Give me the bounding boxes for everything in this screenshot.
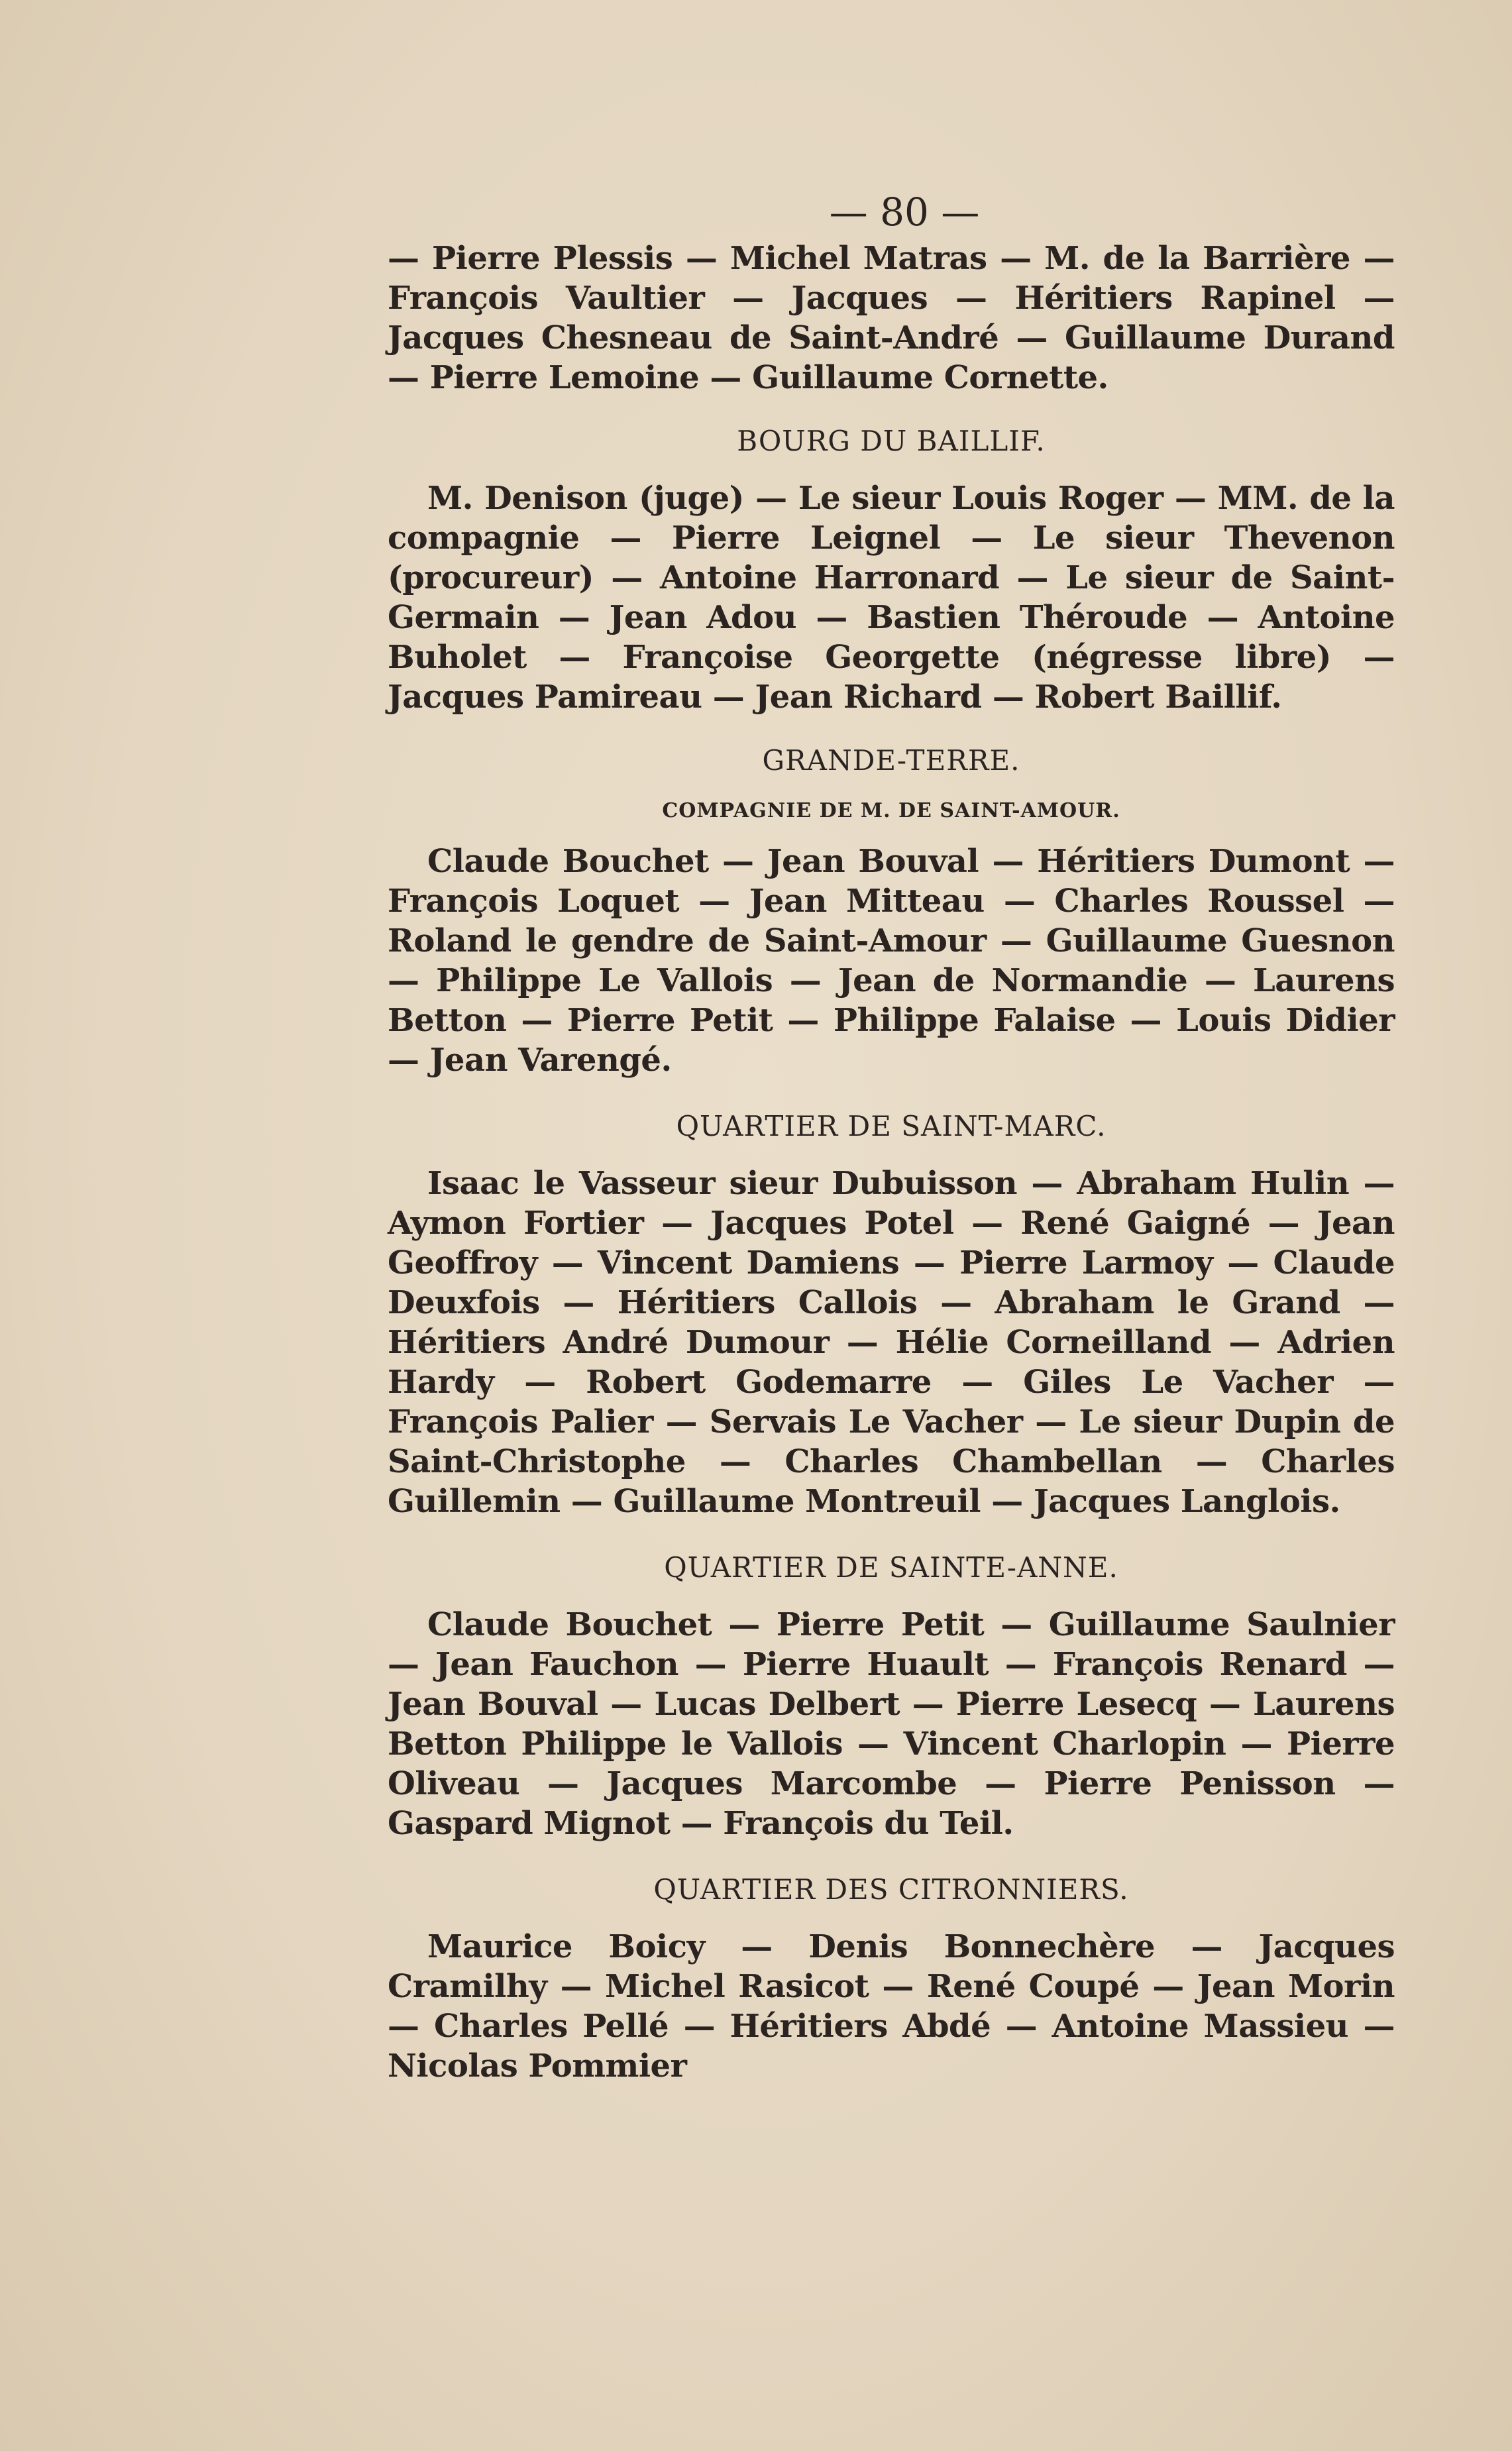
- intro-paragraph: — Pierre Plessis — Michel Matras — M. de la Barrière — François Vaultier — Jacques — Héritiers Rapinel — Jacques Chesneau de Saint-André — Guillaume Durand — Pierre Lemoine — Guillaume Cornette.: [388, 240, 1395, 396]
- page-content: [388, 186, 1395, 2086]
- paragraph-bourg-du-baillif: M. Denison (juge) — Le sieur Louis Roger — MM. de la compagnie — Pierre Leignel — Le sieur Thevenon (procureur) — Antoine Harronard — Le sieur de Saint-Germain — Jean Adou — Bastien Théroude — Antoine Buholet — Françoise Georgette (négresse libre) — Jacques Pamireau — Jean Richard — Robert Baillif.: [388, 480, 1395, 716]
- section-heading-grande-terre: GRANDE-TERRE.: [762, 744, 1020, 777]
- section-heading-citronniers: QUARTIER DES CITRONNIERS.: [653, 1873, 1129, 1906]
- page-number: — 80 —: [829, 190, 980, 235]
- paragraph-grande-terre: Claude Bouchet — Jean Bouval — Héritiers Dumont — François Loquet — Jean Mitteau — Charles Roussel — Roland le gendre de Saint-Amour — Guillaume Guesnon — Philippe Le Vallois — Jean de Normandie — Laurens Betton — Pierre Petit — Philippe Falaise — Louis Didier — Jean Varengé.: [388, 843, 1395, 1079]
- paragraph-citronniers: Maurice Boicy — Denis Bonnechère — Jacques Cramilhy — Michel Rasicot — René Coupé — Jean Morin — Charles Pellé — Héritiers Abdé — Antoine Massieu — Nicolas Pommier: [388, 1928, 1395, 2085]
- paragraph-sainte-anne: Claude Bouchet — Pierre Petit — Guillaume Saulnier — Jean Fauchon — Pierre Huault — François Renard — Jean Bouval — Lucas Delbert — Pierre Lesecq — Laurens Betton Philippe le Vallois — Vincent Charlopin — Pierre Oliveau — Jacques Marcombe — Pierre Penisson — Gaspard Mignot — François du Teil.: [388, 1606, 1395, 1842]
- subheading-compagnie-saint-amour: COMPAGNIE DE M. DE SAINT-AMOUR.: [662, 799, 1120, 822]
- section-heading-bourg-du-baillif: BOURG DU BAILLIF.: [737, 425, 1046, 457]
- section-heading-sainte-anne: QUARTIER DE SAINTE-ANNE.: [664, 1551, 1118, 1584]
- paragraph-saint-marc: Isaac le Vasseur sieur Dubuisson — Abraham Hulin — Aymon Fortier — Jacques Potel — René Gaigné — Jean Geoffroy — Vincent Damiens — Pierre Larmoy — Claude Deuxfois — Héritiers Callois — Abraham le Grand — Héritiers André Dumour — Hélie Corneilland — Adrien Hardy — Robert Godemarre — Giles Le Vacher — François Palier — Servais Le Vacher — Le sieur Dupin de Saint-Christophe — Charles Chambellan — Charles Guillemin — Guillaume Montreuil — Jacques Langlois.: [388, 1165, 1395, 1520]
- section-heading-saint-marc: QUARTIER DE SAINT-MARC.: [676, 1110, 1107, 1142]
